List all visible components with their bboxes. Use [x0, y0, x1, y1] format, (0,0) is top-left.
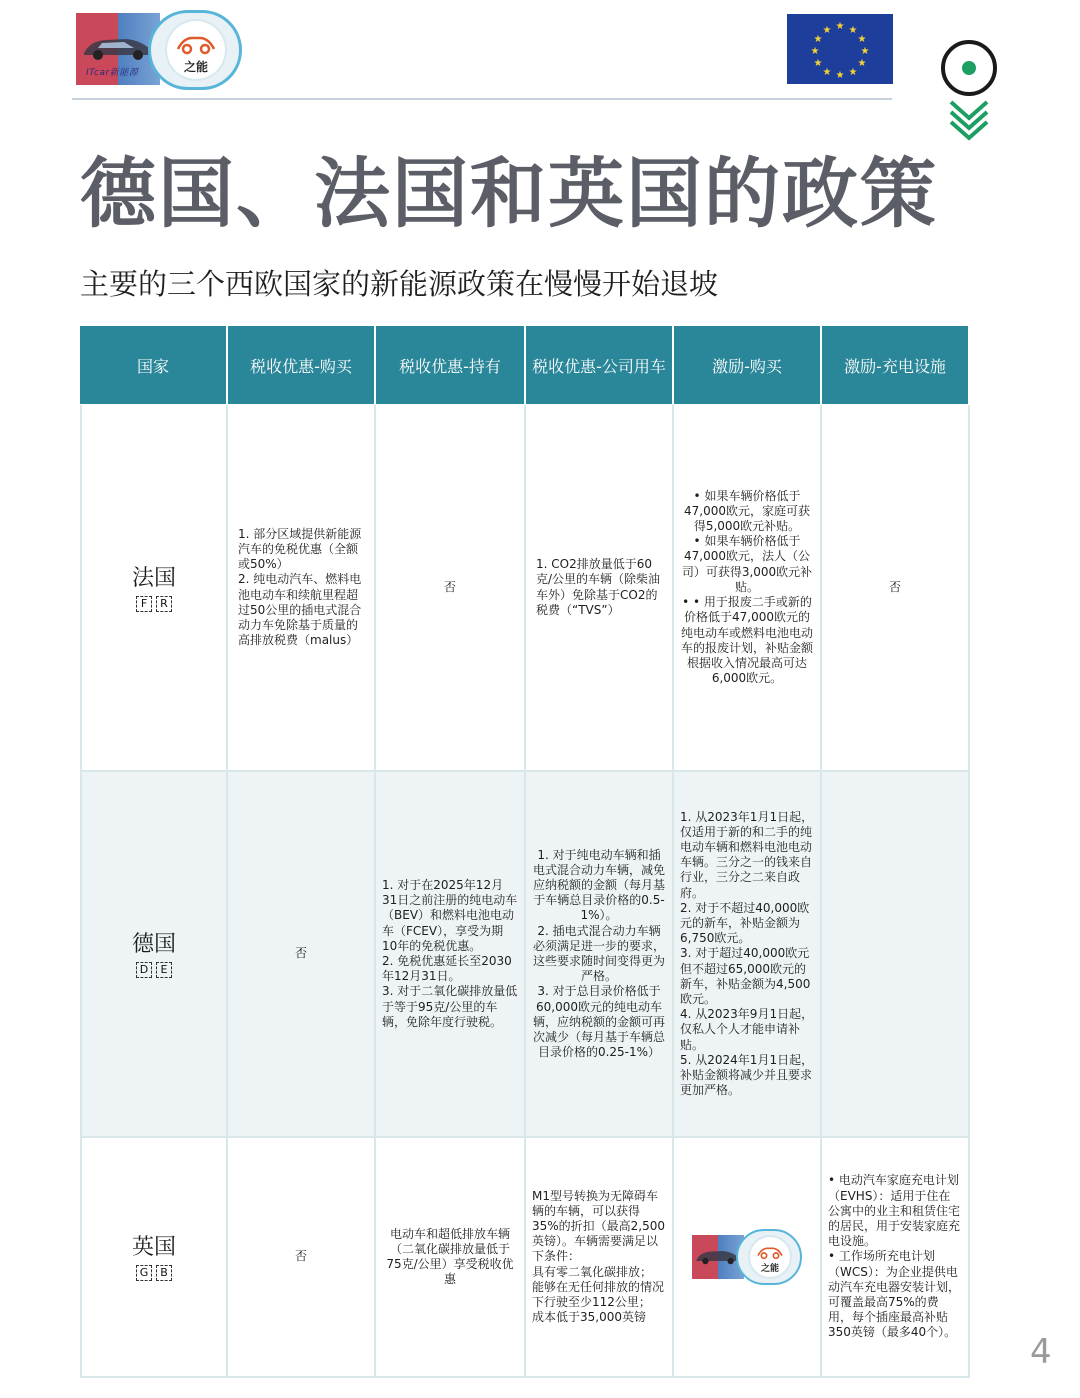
policy-table: [80, 326, 970, 1378]
table-cell: • 电动汽车家庭充电计划（EVHS）：适用于住在公寓中的业主和租赁住宅的居民，用于安装家庭充电设施。 • 工作场所充电计划（WCS）：为企业提供电动汽车充电器安装计划，可覆盖最高75%的费用，每个插座最高补贴350英镑（最多40个）。: [822, 1138, 970, 1378]
country-code: F R: [136, 596, 172, 612]
svg-text:★: ★: [835, 70, 845, 81]
table-cell: 1. 从2023年1月1日起，仅适用于新的和二手的纯电动车辆和燃料电池电动车辆。三分之一的钱来自行业，三分之二来自政府。 2. 对于不超过40,000欧元的新车，补贴金额为6,750欧元。 3. 对于超过40,000欧元但不超过65,000欧元的新车，补贴金额为4,500欧元。 4. 从2023年9月1日起，仅私人个人才能申请补贴。 5. 从2024年1月1日起，补贴金额将减少并且要求更加严格。: [674, 772, 822, 1138]
table-cell: 否: [228, 772, 376, 1138]
column-header-company-car-tax: 税收优惠-公司用车: [526, 326, 674, 405]
svg-text:★: ★: [835, 21, 845, 32]
svg-text:★: ★: [813, 34, 823, 45]
car-icon: [694, 1247, 742, 1265]
table-cell: M1型号转换为无障碍车辆的车辆，可以获得35%的折扣（最高2,500英镑）。车辆需要满足以下条件： 具有零二氧化碳排放； 能够在无任何排放的情况下行驶至少112公里； 成本低于35,000英镑: [526, 1138, 674, 1378]
country-cell-uk: [80, 1138, 228, 1378]
logo-right-text: 之能: [183, 60, 208, 74]
svg-text:★: ★: [810, 46, 820, 57]
table-cell: 1. 对于纯电动车辆和插电式混合动力车辆，减免应纳税额的金额（每月基于车辆总目录价格的0.5-1%）。 2. 插电式混合动力车辆必须满足进一步的要求，这些要求随时间变得更为严格。 3. 对于总目录价格低于60,000欧元的纯电动车辆，应纳税额的金额可再次减少（每月基于车辆总目录价格的0.25-1%）: [526, 772, 674, 1138]
column-header-purchase-tax: 税收优惠-购买: [228, 326, 376, 405]
svg-text:★: ★: [848, 25, 858, 36]
column-header-country: 国家: [80, 326, 228, 405]
eu-flag: [787, 14, 893, 84]
country-code: G B: [136, 1265, 172, 1281]
column-header-ownership-tax: 税收优惠-持有: [376, 326, 526, 405]
table-cell: • 如果车辆价格低于47,000欧元，家庭可获得5,000欧元补贴。 • 如果车辆价格低于47,000欧元，法人（公司）可获得3,000欧元补贴。 • • 用于报废二手或新的价格低于47,000欧元的纯电动车或燃料电池电动车的报废计划，补贴金额根据收入情况最高可达6,000欧元。: [674, 405, 822, 772]
svg-text:★: ★: [822, 67, 832, 78]
table-cell: [822, 772, 970, 1138]
car-icon: [80, 33, 156, 61]
table-cell: 否: [228, 1138, 376, 1378]
country-name: 英国: [131, 1235, 176, 1260]
column-header-purchase-incentive: 激励-购买: [674, 326, 822, 405]
svg-text:★: ★: [857, 58, 867, 69]
page-title: 德国、法国和英国的政策: [80, 149, 938, 238]
svg-text:★: ★: [857, 34, 867, 45]
svg-text:★: ★: [813, 58, 823, 69]
country-cell-germany: [80, 772, 228, 1138]
car-outline-icon: [755, 1245, 785, 1261]
table-cell: 电动车和超低排放车辆（二氧化碳排放量低于75克/公里）享受税收优惠: [376, 1138, 526, 1378]
brand-logo-small: 之能: [692, 1229, 802, 1285]
country-name: 法国: [131, 565, 176, 591]
car-outline-icon: [175, 33, 217, 57]
table-cell: 否: [376, 405, 526, 772]
page-number: 4: [1030, 1332, 1052, 1372]
svg-text:★: ★: [822, 25, 832, 36]
eu-stars-icon: [787, 14, 893, 84]
brand-logo: [76, 10, 242, 90]
svg-text:★: ★: [860, 46, 870, 57]
page-subtitle: 主要的三个西欧国家的新能源政策在慢慢开始退坡: [80, 267, 719, 301]
table-cell: 1. 对于在2025年12月31日之前注册的纯电动车（BEV）和燃料电池电动车（FCEV），享受为期10年的免税优惠。 2. 免税优惠延长至2030年12月31日。 3. 对于二氧化碳排放量低于等于95克/公里的车辆，免除年度行驶税。: [376, 772, 526, 1138]
table-cell: 否: [822, 405, 970, 772]
header-divider: [72, 98, 892, 100]
table-cell: [674, 1138, 822, 1378]
svg-text:★: ★: [848, 67, 858, 78]
logo-badge: [148, 10, 242, 90]
table-cell: 1. CO2排放量低于60克/公里的车辆（除柴油车外）免除基于CO2的税费（“TVS”）: [526, 405, 674, 772]
country-cell-france: [80, 405, 228, 772]
country-name: 德国: [131, 932, 176, 957]
table-cell: 1. 部分区域提供新能源汽车的免税优惠（全额或50%） 2. 纯电动汽车、燃料电池电动车和续航里程超过50公里的插电式混合动力车免除基于质量的高排放税费（malus）: [228, 405, 376, 772]
column-header-charging-incentive: 激励-充电设施: [822, 326, 970, 405]
location-pin-chevrons-icon: [937, 40, 1001, 148]
country-code: D E: [136, 962, 172, 978]
logo-left-text: ITcar新能源: [86, 68, 139, 78]
